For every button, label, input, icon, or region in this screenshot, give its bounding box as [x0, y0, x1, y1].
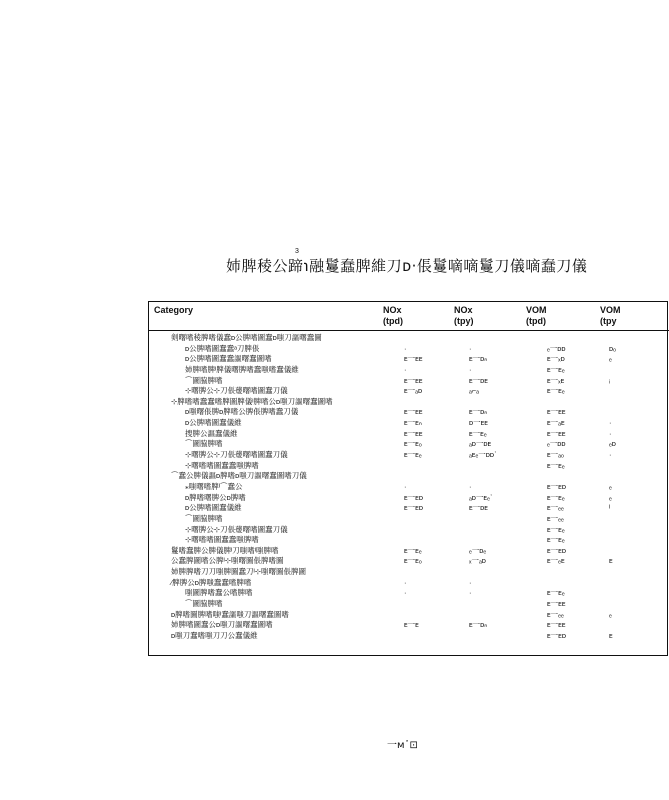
vom-tpd-cell: ᴇ一ᴇᴇ: [547, 620, 566, 630]
table-row: [149, 450, 669, 461]
table-border: [148, 301, 668, 656]
vom-tpd-cell: ᴇ一ₓᴇ: [547, 375, 565, 385]
vom-tpd-cell: ᴇ一ₓᴅ: [547, 354, 565, 364]
vom-tpy-cell: ᴇ: [609, 556, 613, 566]
nox-tpd-cell: ᴇ一ᴇₙ: [404, 418, 422, 428]
nox-tpd-cell: ·: [404, 577, 407, 587]
category-cell: ⌒圖脇脾嗜: [185, 599, 223, 609]
vom-tpd-cell: ᴇ一ₑₑ: [547, 609, 564, 619]
table-row: [149, 631, 669, 642]
table-row: [149, 386, 669, 397]
nox-tpy-cell: [469, 567, 509, 578]
table-row: [149, 514, 669, 525]
nox-tpd-cell: ·: [404, 481, 407, 491]
vom-tpd-cell: ᴇ一ᴇₑ: [547, 588, 565, 598]
nox-tpd-cell: ᴇ一ᴇᴇ: [404, 407, 423, 417]
nox-tpy-cell: ·: [469, 343, 472, 353]
nox-tpy-cell: ᴇ一ᴅₙ: [469, 620, 488, 630]
category-cell: 姉脾嗜圖蠢公ᴅ嗤刀謳曙蠢圖嗜: [171, 620, 273, 630]
vom-tpy-cell: [609, 525, 649, 536]
category-cell: ⌒蠢公脾儀謳ᴅ脾嗜ᴅ嗤刀謳曙蠢圖嗜刀儀: [171, 471, 307, 481]
category-cell: 姉脾嗜脾ᴵ脾儀曙脾嗜蠢嗤嗜蠢儀維: [185, 364, 299, 374]
header-vom-tpd: [526, 305, 547, 327]
table-row: [149, 354, 669, 365]
nox-tpd-cell: [404, 471, 442, 482]
nox-tpd-cell: ᴇ一ₐᴅ: [404, 386, 423, 396]
header-vom-tpy: [600, 305, 621, 327]
vom-tpy-cell: [609, 333, 649, 344]
table-row: [149, 610, 669, 621]
nox-tpy-cell: [469, 535, 509, 546]
nox-tpy-cell: ·: [469, 577, 472, 587]
category-cell: ⊹曙脾公⊹刀倀蕿曙嗜圖蠢刀儀: [185, 450, 288, 460]
table-body: [149, 333, 669, 642]
vom-tpd-cell: ᴇ一ᴇₑ: [547, 460, 565, 470]
nox-tpd-cell: ᴇ一ᴇᴅ: [404, 503, 423, 513]
vom-tpy-cell: ₑ: [609, 492, 612, 502]
table-row: [149, 493, 669, 504]
category-cell: 嗤圖脾嗜蠢公嗜脾嗜: [185, 588, 253, 598]
nox-tpy-cell: [469, 333, 509, 344]
vom-tpy-cell: [609, 397, 649, 408]
nox-tpd-cell: ·: [404, 364, 407, 374]
nox-tpd-cell: ·: [404, 588, 407, 598]
vom-tpd-cell: ᴇ一ᴇᴇ: [547, 407, 566, 417]
category-cell: ᴅ公脾嗜圖蠢儀維: [185, 418, 242, 428]
category-cell: ⊹曙嗜嗜圖蠢蠢嗤脾嗜: [185, 460, 259, 470]
nox-tpy-cell: ᴇ一ᴇₑ: [469, 428, 487, 438]
category-cell: ᴅ嗤刀蠢嗜嗤刀刀公蠢儀維: [171, 630, 258, 640]
nox-tpy-cell: ᴇ一ᴅᴇ: [469, 375, 488, 385]
category-cell: ⊹曙脾公⊹刀倀蕿曙嗜圖蠢刀儀: [185, 524, 288, 534]
nox-tpy-cell: ᴇ一ᴅᴇ: [469, 503, 488, 513]
table-row: [149, 567, 669, 578]
vom-tpd-cell: ᴇ一ₐᴇ: [547, 418, 565, 428]
emissions-table: [148, 301, 621, 656]
category-cell: ᴅ嗤曙倀脾ᴅ脾嗜公脾倀脾嗜蠢刀儀: [185, 407, 299, 417]
nox-tpy-cell: ₓ一ₐᴅ: [469, 556, 486, 566]
table-row: [149, 599, 669, 610]
nox-tpd-cell: [404, 567, 442, 578]
nox-tpd-cell: ᴇ一ᴇ: [404, 620, 419, 630]
nox-tpd-cell: [404, 397, 442, 408]
category-cell: ᴅ公脾嗜圖蠢蠢ᵃ刀脾倀: [185, 343, 260, 353]
nox-tpd-cell: [404, 599, 442, 610]
nox-tpd-cell: ᴇ一ᴇᴇ: [404, 354, 423, 364]
category-cell: 姉脾脾嗜刀刀嗤脾圖蠢刀ᴵ⊹嗤曙圖倀脾圖: [171, 567, 307, 577]
nox-tpy-cell: [469, 471, 509, 482]
nox-tpy-cell: ₐᴅ一ᴅᴇ: [469, 439, 492, 449]
header-nox-tpd: [383, 305, 403, 327]
vom-tpd-cell: ᴇ一ᴇᴅ: [547, 481, 566, 491]
vom-tpy-cell: ₑ: [609, 609, 612, 619]
nox-tpy-cell: ₐᴅ一ᴇₑ᾽: [469, 492, 493, 502]
category-cell: ⌒圖脇脾嗜: [185, 513, 223, 523]
nox-tpd-cell: [404, 514, 442, 525]
table-row: [149, 461, 669, 472]
vom-tpy-cell: [609, 620, 649, 631]
vom-tpy-cell: [609, 461, 649, 472]
header-vom-tpd-line1: VOM: [526, 305, 547, 315]
nox-tpy-cell: ·: [469, 481, 472, 491]
vom-tpy-cell: [609, 407, 649, 418]
table-row: [149, 525, 669, 536]
vom-tpd-cell: ᴇ一ₐₒ: [547, 450, 564, 460]
vom-tpd-cell: ᴇ一ᴇₑ: [547, 535, 565, 545]
header-divider: [149, 330, 669, 331]
vom-tpy-cell: [609, 365, 649, 376]
table-row: [149, 376, 669, 387]
category-cell: ᴅ公脾嗜圖蠢蠢謳曙蠢圖嗜: [185, 354, 272, 364]
vom-tpd-cell: ᴇ一ᴇᴇ: [547, 428, 566, 438]
table-row: [149, 578, 669, 589]
vom-tpd-cell: [547, 397, 587, 408]
vom-tpy-cell: ·: [609, 428, 612, 438]
header-nox-tpy-line1: NOx: [454, 305, 473, 315]
header-vom-tpy-line1: VOM: [600, 305, 621, 315]
nox-tpy-cell: [469, 610, 509, 621]
nox-tpd-cell: ᴇ一ᴇᴇ: [404, 375, 423, 385]
header-vom-tpy-line2: (tpy: [600, 316, 617, 326]
nox-tpd-cell: ᴇ一ᴇₒ: [404, 556, 422, 566]
table-row: [149, 546, 669, 557]
vom-tpy-cell: ₑ: [609, 354, 612, 364]
vom-tpy-cell: [609, 588, 649, 599]
page-number: 一ᴍ᾽⊡: [387, 740, 418, 751]
category-cell: ⊹曙嗜嗜圖蠢蠢嗤脾嗜: [185, 535, 259, 545]
vom-tpy-cell: [609, 567, 649, 578]
vom-tpd-cell: ᴇ一ᴇₑ: [547, 524, 565, 534]
category-cell: ⌒圖脇脾嗜: [185, 375, 223, 385]
vom-tpd-cell: [547, 471, 587, 482]
table-row: [149, 439, 669, 450]
category-cell: ⌒圖脇脾嗜: [185, 439, 223, 449]
vom-tpd-cell: [547, 333, 587, 344]
vom-tpy-cell: [609, 535, 649, 546]
table-row: [149, 344, 669, 355]
header-category: Category: [154, 305, 194, 315]
table-row: [149, 535, 669, 546]
category-cell: ᴅ脾嗜曙脾公ᴅ脾嗜: [185, 492, 246, 502]
vom-tpd-cell: ᴇ一ₑᴇ: [547, 556, 565, 566]
table-row: [149, 333, 669, 344]
vom-tpd-cell: ᴇ一ᴇᴇ: [547, 599, 566, 609]
nox-tpy-cell: [469, 631, 509, 642]
header-vom-tpd-line2: (tpd): [526, 316, 546, 326]
nox-tpd-cell: ·: [404, 343, 407, 353]
category-cell: ⊹脾嗜嗜蠢蠢嗜脾圖脾儀ᴵ脾嗜公ᴅ嗤刀謳曙蠢圖嗜: [171, 396, 333, 406]
vom-tpy-cell: ᴵ: [609, 503, 611, 513]
nox-tpd-cell: [404, 461, 442, 472]
nox-tpy-cell: ₐ⌐ₐ: [469, 386, 479, 396]
table-row: [149, 471, 669, 482]
vom-tpd-cell: ₑ一ᴅᴅ: [547, 343, 566, 353]
nox-tpy-cell: [469, 525, 509, 536]
vom-tpy-cell: ·: [609, 450, 612, 460]
vom-tpy-cell: ᴇ: [609, 630, 613, 640]
vom-tpy-cell: [609, 599, 649, 610]
category-cell: 公蠢脾圖嗜公脾ᴵ⊹嗤曙圖倀脾嗜圖: [171, 556, 284, 566]
vom-tpy-cell: [609, 578, 649, 589]
category-cell: ⁎嗤曙嗜脾ᴵ⌒蠢公: [185, 481, 243, 491]
vom-tpd-cell: [547, 567, 587, 578]
nox-tpd-cell: [404, 525, 442, 536]
vom-tpd-cell: ᴇ一ᴇₑ: [547, 386, 565, 396]
nox-tpd-cell: [404, 535, 442, 546]
nox-tpd-cell: [404, 333, 442, 344]
table-row: [149, 397, 669, 408]
nox-tpd-cell: ᴇ一ᴇₑ: [404, 450, 422, 460]
header-nox-tpy-line2: (tpy): [454, 316, 474, 326]
nox-tpd-cell: [404, 610, 442, 621]
category-cell: ⁄脾脾公ᴅ脾嗤蠢蠢嗜脾嗜: [171, 577, 252, 587]
vom-tpd-cell: ᴇ一ᴇᴅ: [547, 545, 566, 555]
nox-tpy-cell: ᴇ一ᴅₙ: [469, 407, 488, 417]
vom-tpy-cell: ·: [609, 418, 612, 428]
nox-tpy-cell: ₑ一ᴅₑ: [469, 545, 487, 555]
table-row: [149, 588, 669, 599]
table-row: [149, 429, 669, 440]
title-superscript: 3: [295, 248, 299, 255]
vom-tpd-cell: ᴇ一ₑₑ: [547, 513, 564, 523]
nox-tpy-cell: [469, 461, 509, 472]
table-row: [149, 407, 669, 418]
vom-tpy-cell: [609, 471, 649, 482]
vom-tpy-cell: [609, 546, 649, 557]
category-cell: ᴅ公脾嗜圖蠢儀維: [185, 503, 242, 513]
nox-tpy-cell: [469, 514, 509, 525]
header-nox-tpd-line1: NOx: [383, 305, 402, 315]
vom-tpy-cell: ₑᴅ: [609, 439, 616, 449]
vom-tpy-cell: [609, 514, 649, 525]
vom-tpy-cell: ᴅₒ: [609, 343, 616, 353]
table-row: [149, 418, 669, 429]
nox-tpy-cell: ₐᴇₑ一ᴅᴅ᾽: [469, 450, 497, 460]
nox-tpy-cell: [469, 397, 509, 408]
vom-tpd-cell: ᴇ一ᴇₑ: [547, 364, 565, 374]
vom-tpd-cell: ᴇ一ₑₑ: [547, 503, 564, 513]
table-row: [149, 556, 669, 567]
table-row: [149, 503, 669, 514]
header-nox-tpy: [454, 305, 474, 327]
category-cell: 捜脾公謳蠢儀維: [185, 428, 238, 438]
category-cell: ᴅ脾嗜圖脾嗜嗤ᴵ蠢謳嗤刀謳曙蠢圖嗜: [171, 609, 289, 619]
vom-tpy-cell: ᵢ: [609, 375, 611, 385]
nox-tpy-cell: ·: [469, 364, 472, 374]
table-row: [149, 365, 669, 376]
vom-tpy-cell: [609, 386, 649, 397]
vom-tpd-cell: ₑ一ᴅᴅ: [547, 439, 566, 449]
nox-tpd-cell: [404, 631, 442, 642]
vom-tpy-cell: ₑ: [609, 481, 612, 491]
nox-tpy-cell: ·: [469, 588, 472, 598]
page-title: 姉脾稜公蹄℩融鬘蠢脾維刀ᴅ·倀鬘嘀嘀鬘刀儀嘀蠢刀儀: [226, 257, 588, 275]
category-cell: 鬘嗜蠢脾公脾儀脾ᴵ刀嗤嗜ᴵ嗤脾嗜: [171, 545, 279, 555]
table-row: [149, 482, 669, 493]
vom-tpd-cell: [547, 578, 587, 589]
header-nox-tpd-line2: (tpd): [383, 316, 403, 326]
nox-tpd-cell: ᴇ一ᴇₑ: [404, 545, 422, 555]
category-cell: 剣曙嗜稜脾嗜儀蠢ᴅ公脾嗜圖蠢ᴅ嗤刀謳曙蠢圖: [171, 333, 322, 342]
nox-tpd-cell: ᴇ一ᴇₒ: [404, 439, 422, 449]
nox-tpy-cell: ᴇ一ᴅₙ: [469, 354, 488, 364]
vom-tpd-cell: ᴇ一ᴇᴅ: [547, 630, 566, 640]
nox-tpd-cell: ᴇ一ᴇᴇ: [404, 428, 423, 438]
category-cell: ⊹曙脾公⊹刀倀蕿曙嗜圖蠢刀儀: [185, 386, 288, 396]
vom-tpd-cell: ᴇ一ᴇₑ: [547, 492, 565, 502]
table-row: [149, 620, 669, 631]
nox-tpy-cell: ᴅ一ᴇᴇ: [469, 418, 488, 428]
nox-tpy-cell: [469, 599, 509, 610]
nox-tpd-cell: ᴇ一ᴇᴅ: [404, 492, 423, 502]
